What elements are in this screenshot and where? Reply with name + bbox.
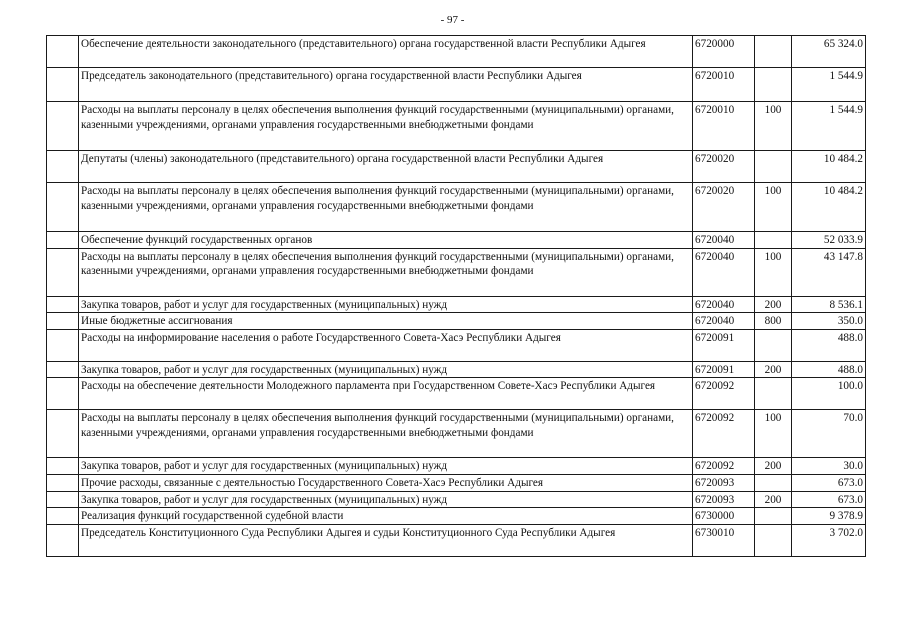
- row-amount: 30.0: [792, 458, 866, 475]
- row-code: 6730010: [693, 524, 755, 556]
- row-amount: 70.0: [792, 410, 866, 458]
- row-amount: 10 484.2: [792, 183, 866, 232]
- table-row: [47, 232, 866, 249]
- table-row: [47, 508, 866, 525]
- row-code: 6720092: [693, 458, 755, 475]
- row-name: Реализация функций государственной судебной власти: [79, 508, 693, 525]
- row-name: Депутаты (члены) законодательного (представительного) органа государственной власти Республики Адыгея: [79, 151, 693, 183]
- row-code: 6720040: [693, 313, 755, 330]
- row-amount: 3 702.0: [792, 524, 866, 556]
- table-row: [47, 361, 866, 378]
- table-row: [47, 378, 866, 410]
- row-type: [755, 68, 792, 102]
- row-code: 6720092: [693, 378, 755, 410]
- row-code: 6720010: [693, 102, 755, 151]
- row-type: 200: [755, 361, 792, 378]
- row-amount: 673.0: [792, 491, 866, 508]
- row-code: 6720020: [693, 151, 755, 183]
- table-row: [47, 524, 866, 556]
- row-name: Закупка товаров, работ и услуг для государственных (муниципальных) нужд: [79, 458, 693, 475]
- row-type: [755, 232, 792, 249]
- row-type: [755, 508, 792, 525]
- table-row: [47, 474, 866, 491]
- row-type: [755, 36, 792, 68]
- row-name: Прочие расходы, связанные с деятельностью Государственного Совета-Хасэ Республики Адыгея: [79, 474, 693, 491]
- row-type: [755, 329, 792, 361]
- row-amount: 1 544.9: [792, 68, 866, 102]
- table-row: [47, 36, 866, 68]
- row-code: 6720091: [693, 329, 755, 361]
- row-name: Обеспечение функций государственных органов: [79, 232, 693, 249]
- table-row: [47, 151, 866, 183]
- row-amount: 673.0: [792, 474, 866, 491]
- row-amount: 65 324.0: [792, 36, 866, 68]
- table-row: [47, 183, 866, 232]
- row-name: Закупка товаров, работ и услуг для государственных (муниципальных) нужд: [79, 491, 693, 508]
- row-type: [755, 378, 792, 410]
- row-code: 6720040: [693, 248, 755, 296]
- row-code: 6720093: [693, 491, 755, 508]
- page-number: - 97 -: [440, 14, 465, 26]
- row-type: 200: [755, 491, 792, 508]
- row-code: 6720091: [693, 361, 755, 378]
- row-code: 6730000: [693, 508, 755, 525]
- row-name: Расходы на обеспечение деятельности Молодежного парламента при Государственном Совете-Хасэ Республики Адыгея: [79, 378, 693, 410]
- table-row: [47, 313, 866, 330]
- row-amount: 8 536.1: [792, 296, 866, 313]
- row-code: 6720040: [693, 232, 755, 249]
- table-row: [47, 329, 866, 361]
- row-amount: 9 378.9: [792, 508, 866, 525]
- row-code: 6720093: [693, 474, 755, 491]
- row-amount: 350.0: [792, 313, 866, 330]
- row-name: Закупка товаров, работ и услуг для государственных (муниципальных) нужд: [79, 296, 693, 313]
- row-name: Расходы на информирование населения о работе Государственного Совета-Хасэ Республики Адыгея: [79, 329, 693, 361]
- budget-table: [46, 35, 866, 557]
- row-amount: 10 484.2: [792, 151, 866, 183]
- row-type: [755, 524, 792, 556]
- row-name: Расходы на выплаты персоналу в целях обеспечения выполнения функций государственными (муниципальными) органами, казенными учреждениями, органами управления государственными внебюджетными фондами: [79, 410, 693, 458]
- row-code: 6720010: [693, 68, 755, 102]
- table-row: [47, 458, 866, 475]
- row-type: 200: [755, 296, 792, 313]
- row-name: Расходы на выплаты персоналу в целях обеспечения выполнения функций государственными (муниципальными) органами, казенными учреждениями, органами управления государственными внебюджетными фондами: [79, 183, 693, 232]
- row-amount: 1 544.9: [792, 102, 866, 151]
- row-type: 100: [755, 102, 792, 151]
- row-code: 6720092: [693, 410, 755, 458]
- table-row: [47, 296, 866, 313]
- row-amount: 488.0: [792, 361, 866, 378]
- table-row: [47, 410, 866, 458]
- row-name: Расходы на выплаты персоналу в целях обеспечения выполнения функций государственными (муниципальными) органами, казенными учреждениями, органами управления государственными внебюджетными фондами: [79, 102, 693, 151]
- row-type: 800: [755, 313, 792, 330]
- table-row: [47, 68, 866, 102]
- row-name: Председатель Конституционного Суда Республики Адыгея и судьи Конституционного Суда Республики Адыгея: [79, 524, 693, 556]
- row-type: 100: [755, 183, 792, 232]
- table-row: [47, 491, 866, 508]
- row-name: Иные бюджетные ассигнования: [79, 313, 693, 330]
- row-code: 6720020: [693, 183, 755, 232]
- table-row: [47, 102, 866, 151]
- row-amount: 43 147.8: [792, 248, 866, 296]
- row-type: 100: [755, 248, 792, 296]
- row-amount: 100.0: [792, 378, 866, 410]
- row-type: 200: [755, 458, 792, 475]
- row-amount: 488.0: [792, 329, 866, 361]
- row-name: Обеспечение деятельности законодательного (представительного) органа государственной власти Республики Адыгея: [79, 36, 693, 68]
- row-name: Расходы на выплаты персоналу в целях обеспечения выполнения функций государственными (муниципальными) органами, казенными учреждениями, органами управления государственными внебюджетными фондами: [79, 248, 693, 296]
- row-code: 6720000: [693, 36, 755, 68]
- table-row: [47, 248, 866, 296]
- row-name: Закупка товаров, работ и услуг для государственных (муниципальных) нужд: [79, 361, 693, 378]
- row-type: [755, 151, 792, 183]
- row-type: [755, 474, 792, 491]
- row-code: 6720040: [693, 296, 755, 313]
- row-name: Председатель законодательного (представительного) органа государственной власти Республики Адыгея: [79, 68, 693, 102]
- row-amount: 52 033.9: [792, 232, 866, 249]
- row-type: 100: [755, 410, 792, 458]
